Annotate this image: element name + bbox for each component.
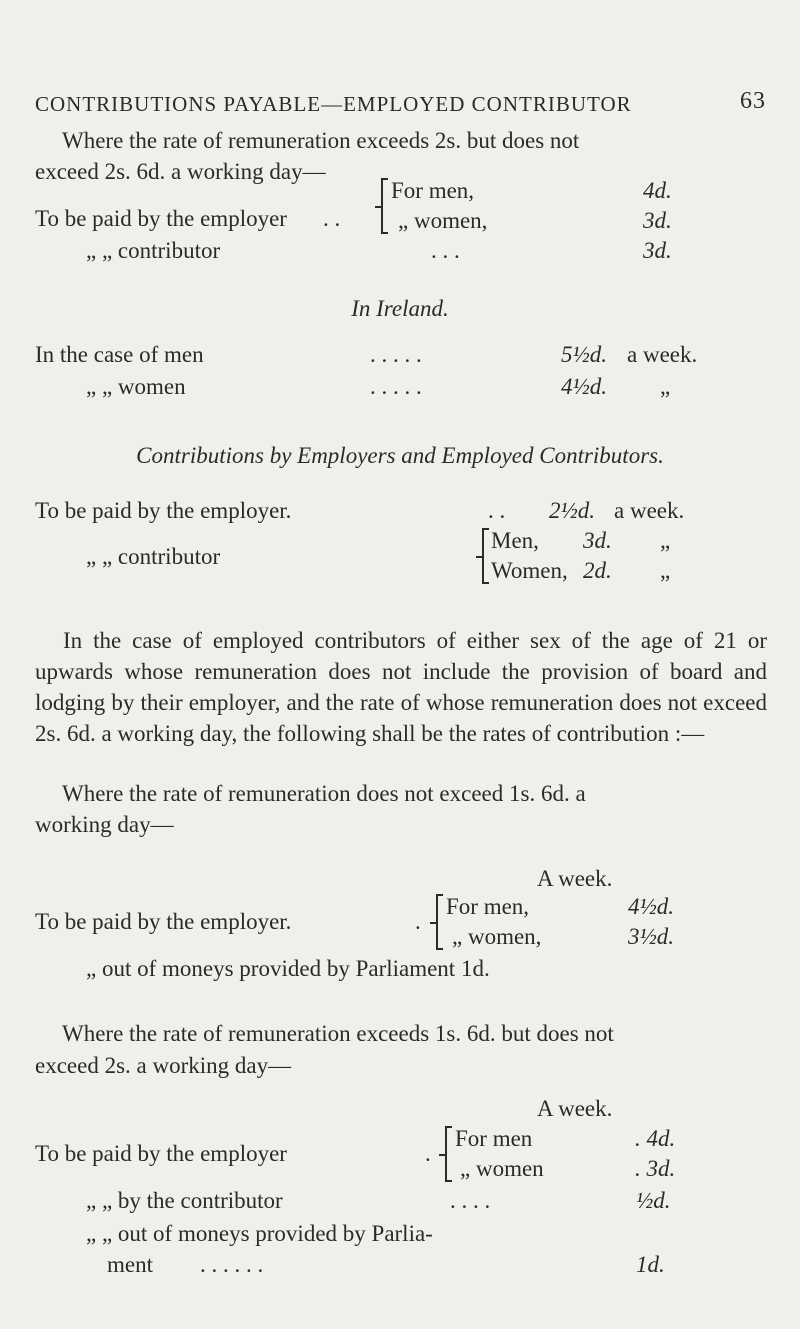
s4-contributor-amount: ½d. — [636, 1188, 671, 1213]
s3-parliament-line: „ out of moneys provided by Parliament 1d. — [86, 956, 490, 981]
ireland-women-amount: 4½d. — [561, 374, 607, 399]
s2-dots: . . — [488, 498, 506, 523]
s2-brace — [482, 528, 484, 584]
s1-men-label: For men, — [391, 178, 475, 203]
s3-week-heading: A week. — [537, 866, 613, 891]
s4-contributor-dots: . . . . — [450, 1188, 491, 1213]
s4-dot: . — [425, 1141, 431, 1166]
s2-women-unit: „ — [660, 558, 671, 583]
s3-men-label: For men, — [446, 894, 530, 919]
s4-contributor-label: „ „ by the contributor — [86, 1188, 283, 1213]
s2-women-amount: 2d. — [583, 558, 612, 583]
s4-men-amount: . 4d. — [635, 1126, 676, 1151]
ireland-men-label: In the case of men — [35, 342, 204, 367]
s4-parliament-amount: 1d. — [636, 1252, 665, 1277]
s4-employer-label: To be paid by the employer — [35, 1141, 287, 1166]
s4-intro-line-2: exceed 2s. a working day— — [35, 1053, 292, 1078]
s1-employer-label: To be paid by the employer — [35, 206, 287, 231]
s3-dot: . — [415, 909, 421, 934]
rates-condition-line-2: working day— — [35, 812, 174, 837]
s4-parliament-line-1: „ „ out of moneys provided by Parlia- — [86, 1221, 433, 1246]
running-header: CONTRIBUTIONS PAYABLE—EMPLOYED CONTRIBUTOR — [35, 92, 632, 116]
s4-men-label: For men — [455, 1126, 533, 1151]
s4-parliament-dots: . . . . . . — [200, 1252, 264, 1277]
s4-women-amount: . 3d. — [635, 1156, 676, 1181]
s2-men-unit: „ — [660, 528, 671, 553]
ireland-heading: In Ireland. — [351, 296, 449, 321]
s2-men-label: Men, — [491, 528, 539, 553]
s1-contributor-label: „ „ contributor — [86, 238, 221, 263]
s4-brace — [445, 1126, 447, 1182]
s1-women-amount: 3d. — [643, 208, 672, 233]
ireland-men-amount: 5½d. — [561, 342, 607, 367]
s1-contributor-dots: . . . — [431, 238, 460, 263]
ireland-women-unit: „ — [660, 374, 671, 399]
s1-intro-line-1: Where the rate of remuneration exceeds 2s. but does not — [62, 128, 580, 153]
rates-condition-line: Where the rate of remuneration does not exceed 1s. 6d. a — [62, 781, 586, 806]
s4-week-heading: A week. — [537, 1096, 613, 1121]
s4-parliament-line-2: ment — [107, 1252, 153, 1277]
s1-women-label: „ women, — [398, 208, 488, 233]
s1-intro-line-2: exceed 2s. 6d. a working day— — [35, 159, 326, 184]
s1-contributor-amount: 3d. — [643, 238, 672, 263]
s2-women-label: Women, — [491, 558, 568, 583]
page-number: 63 — [740, 88, 766, 114]
s1-brace — [381, 178, 383, 234]
s2-employer-amount: 2½d. — [549, 498, 595, 523]
s2-employer-unit: a week. — [614, 498, 685, 523]
s3-women-amount: 3½d. — [628, 924, 674, 949]
s4-intro-line-1: Where the rate of remuneration exceeds 1s. 6d. but does not — [62, 1021, 614, 1046]
s2-contributor-label: „ „ contributor — [86, 544, 221, 569]
s1-men-amount: 4d. — [643, 178, 672, 203]
s3-men-amount: 4½d. — [628, 894, 674, 919]
rates-paragraph: In the case of employed contributors of either sex of the age of 21 or upwards whose remuneration does not include the provision of board and lodging by their employer, and the rate of whose remuneration does not exceed 2s. 6d. a working day, the following shall be the rates of contribution :— — [35, 628, 767, 746]
s2-men-amount: 3d. — [583, 528, 612, 553]
ireland-women-dots: . . . . . — [370, 374, 422, 399]
s3-women-label: „ women, — [452, 924, 542, 949]
s2-employer-label: To be paid by the employer. — [35, 498, 292, 523]
ireland-men-dots: . . . . . — [370, 342, 422, 367]
s3-employer-label: To be paid by the employer. — [35, 909, 292, 934]
s4-women-label: „ women — [460, 1156, 544, 1181]
s3-brace — [436, 894, 438, 950]
ireland-women-label: „ „ women — [86, 374, 186, 399]
s2-heading: Contributions by Employers and Employed Contributors. — [136, 443, 664, 468]
ireland-men-unit: a week. — [627, 342, 698, 367]
s1-dots: . . — [323, 206, 341, 231]
